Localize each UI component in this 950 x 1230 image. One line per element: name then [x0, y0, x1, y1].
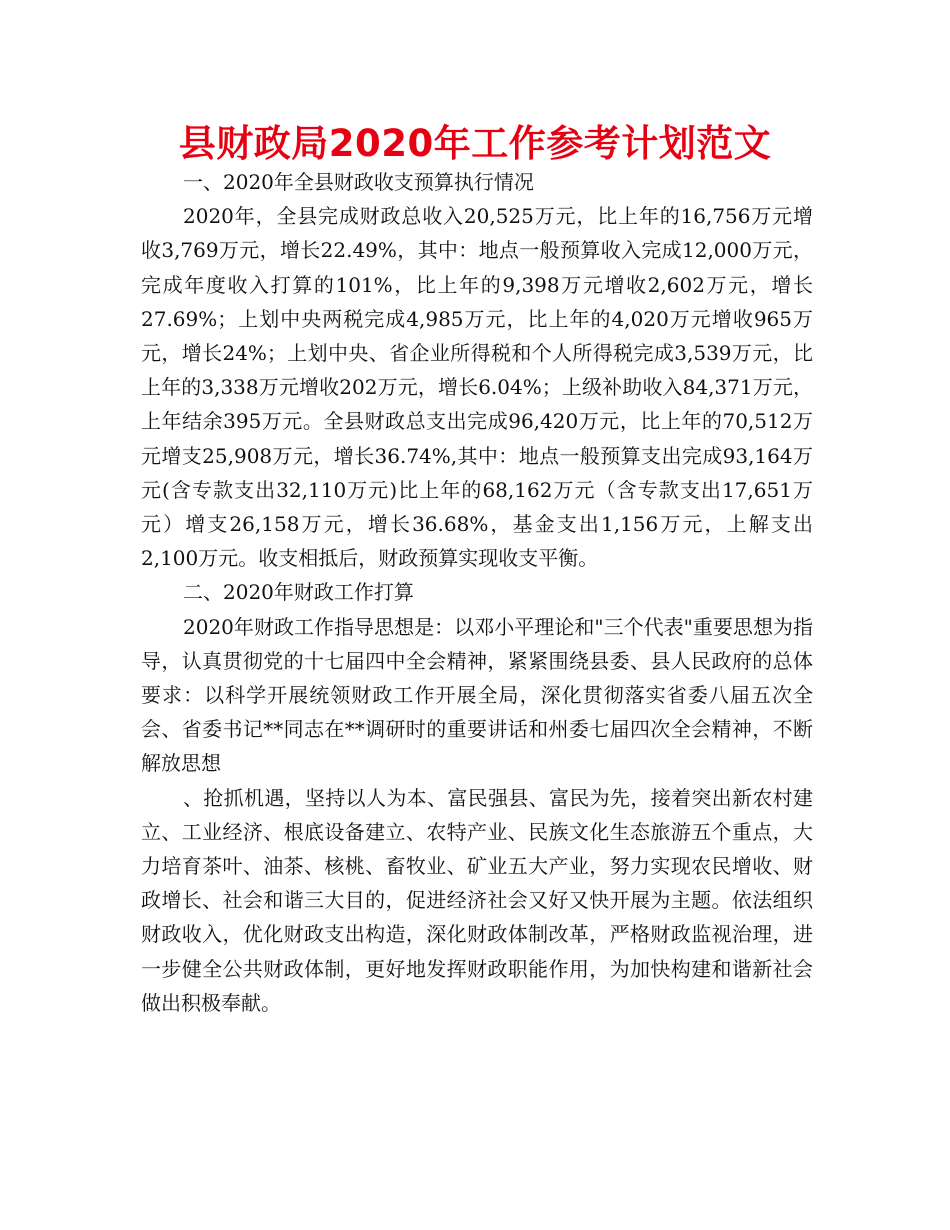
- section-heading-2: 二、2020年财政工作打算: [183, 580, 414, 605]
- paragraph-revenue-summary: 2020年，全县完成财政总收入20,525万元，比上年的16,756万元增收3,769万元，增长22.49%，其中：地点一般预算收入完成12,000万元，完成年度收入打算的101%，比上年的9,398万元增收2,602万元，增长27.69%；上划中央两税完成4,985万元，比上年的4,020万元增收965万元，增长24%；上划中央、省企业所得税和个人所得税完成3,539万元，比上年的3,338万元增收202万元，增长6.04%；上级补助收入84,371万元，上年结余395万元。全县财政总支出完成96,420万元，比上年的70,512万元增支25,908万元，增长36.74%,其中：地点一般预算支出完成93,164万元(含专款支出32,110万元)比上年的68,162万元（含专款支出17,651万元）增支26,158万元，增长36.68%，基金支出1,156万元，上解支出2,100万元。收支相抵后，财政预算实现收支平衡。: [141, 204, 813, 571]
- paragraph-guiding-thought: 2020年财政工作指导思想是：以邓小平理论和"三个代表"重要思想为指导，认真贯彻党的十七届四中全会精神，紧紧围绕县委、县人民政府的总体要求：以科学开展统领财政工作开展全局，深化贯彻落实省委八届五次全会、省委书记**同志在**调研时的重要讲话和州委七届四次全会精神，不断解放思想: [141, 614, 813, 776]
- section-heading-1: 一、2020年全县财政收支预算执行情况: [183, 170, 534, 194]
- document-title: 县财政局2020年工作参考计划范文: [178, 122, 772, 165]
- paragraph-goals: 、抢抓机遇，坚持以人为本、富民强县、富民为先，接着突出新农村建立、工业经济、根底设备建立、农特产业、民族文化生态旅游五个重点，大力培育茶叶、油茶、核桃、畜牧业、矿业五大产业，努力实现农民增收、财政增长、社会和谐三大目的，促进经济社会又好又快开展为主题。依法组织财政收入，优化财政支出构造，深化财政体制改革，严格财政监视治理，进一步健全公共财政体制，更好地发挥财政职能作用，为加快构建和谐新社会做出积极奉献。: [141, 785, 813, 1015]
- document-body: [141, 165, 813, 1020]
